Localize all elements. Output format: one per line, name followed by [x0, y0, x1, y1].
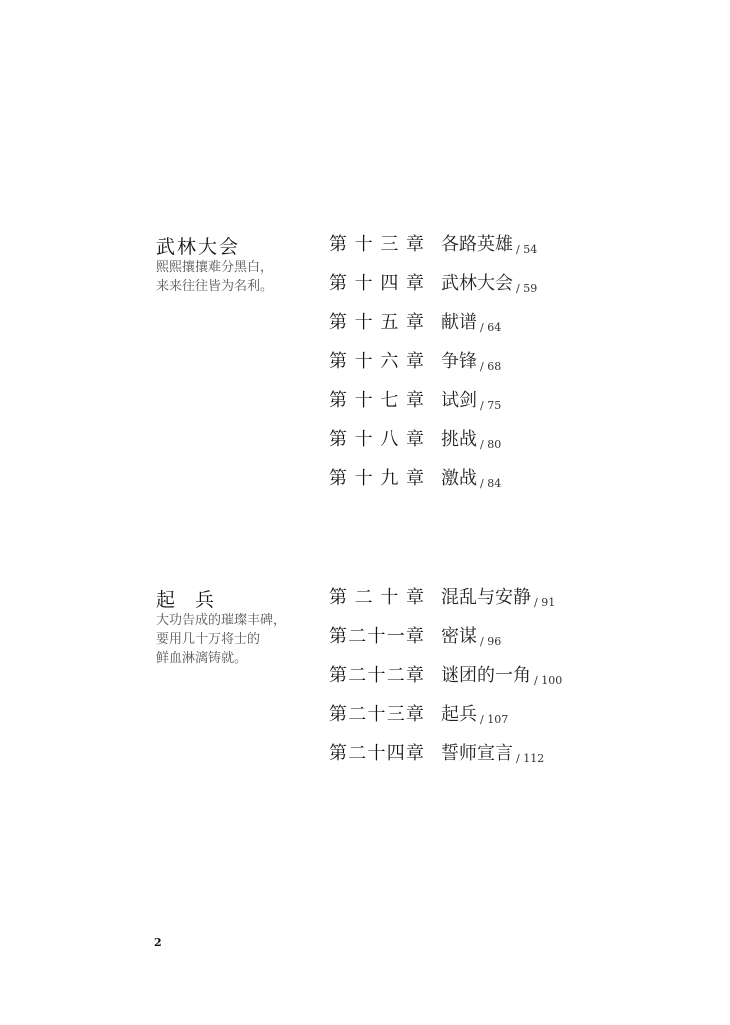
chapter-number: 第 十 八 章 [329, 429, 424, 450]
part-description [156, 258, 306, 296]
chapter-title: 献谱 [441, 312, 477, 333]
part-title-text: 起兵 [156, 589, 235, 611]
chapter-number: 第 二 十 三 章 [329, 704, 424, 725]
chapter-page: / 84 [480, 477, 502, 490]
chapter-title: 激战 [441, 468, 477, 489]
part-description-line: 大功告成的璀璨丰碑， [156, 613, 287, 628]
chapter-title: 武林大会 [441, 273, 513, 294]
chapter-page: / 75 [480, 399, 502, 412]
chapter-title: 混乱与安静 [441, 587, 531, 608]
chapter-page: / 107 [480, 713, 509, 726]
chapter-number: 第 十 九 章 [329, 468, 424, 489]
chapter-number: 第 十 三 章 [329, 234, 424, 255]
page-number: 2 [154, 936, 162, 949]
chapter-title: 争锋 [441, 351, 477, 372]
chapter-number: 第 十 七 章 [329, 390, 424, 411]
chapter-number: 第 二 十 四 章 [329, 743, 424, 764]
chapter-page: / 100 [534, 674, 563, 687]
chapter-title: 密谋 [441, 626, 477, 647]
part-description-line: 要用几十万将士的 [156, 632, 261, 647]
chapter-number: 第 十 四 章 [329, 273, 424, 294]
part-title [156, 585, 234, 612]
part-description-line: 来来往往皆为名利。 [156, 279, 274, 294]
chapter-page: / 64 [480, 321, 502, 334]
chapter-title: 挑战 [441, 429, 477, 450]
chapter-page: / 112 [516, 752, 545, 765]
chapter-title: 各路英雄 [441, 234, 513, 255]
part-description-line: 熙熙攘攘难分黑白， [156, 260, 274, 275]
chapter-page: / 91 [534, 596, 556, 609]
chapter-page: / 59 [516, 282, 538, 295]
part-description [156, 611, 306, 668]
chapter-title: 起兵 [441, 704, 477, 725]
chapter-number: 第 二 十 章 [329, 587, 424, 608]
part-description-line: 鲜血淋漓铸就。 [156, 651, 248, 666]
chapter-title: 誓师宣言 [441, 743, 513, 764]
chapter-number: 第 二 十 一 章 [329, 626, 424, 647]
chapter-page: / 54 [516, 243, 538, 256]
part-title: 武林大会 [156, 236, 241, 258]
chapter-number: 第 十 五 章 [329, 312, 424, 333]
chapter-number: 第 二 十 二 章 [329, 665, 424, 686]
chapter-title: 试剑 [441, 390, 477, 411]
chapter-page: / 68 [480, 360, 502, 373]
chapter-title: 谜团的一角 [441, 665, 531, 686]
chapter-number: 第 十 六 章 [329, 351, 424, 372]
chapter-page: / 80 [480, 438, 502, 451]
chapter-page: / 96 [480, 635, 502, 648]
